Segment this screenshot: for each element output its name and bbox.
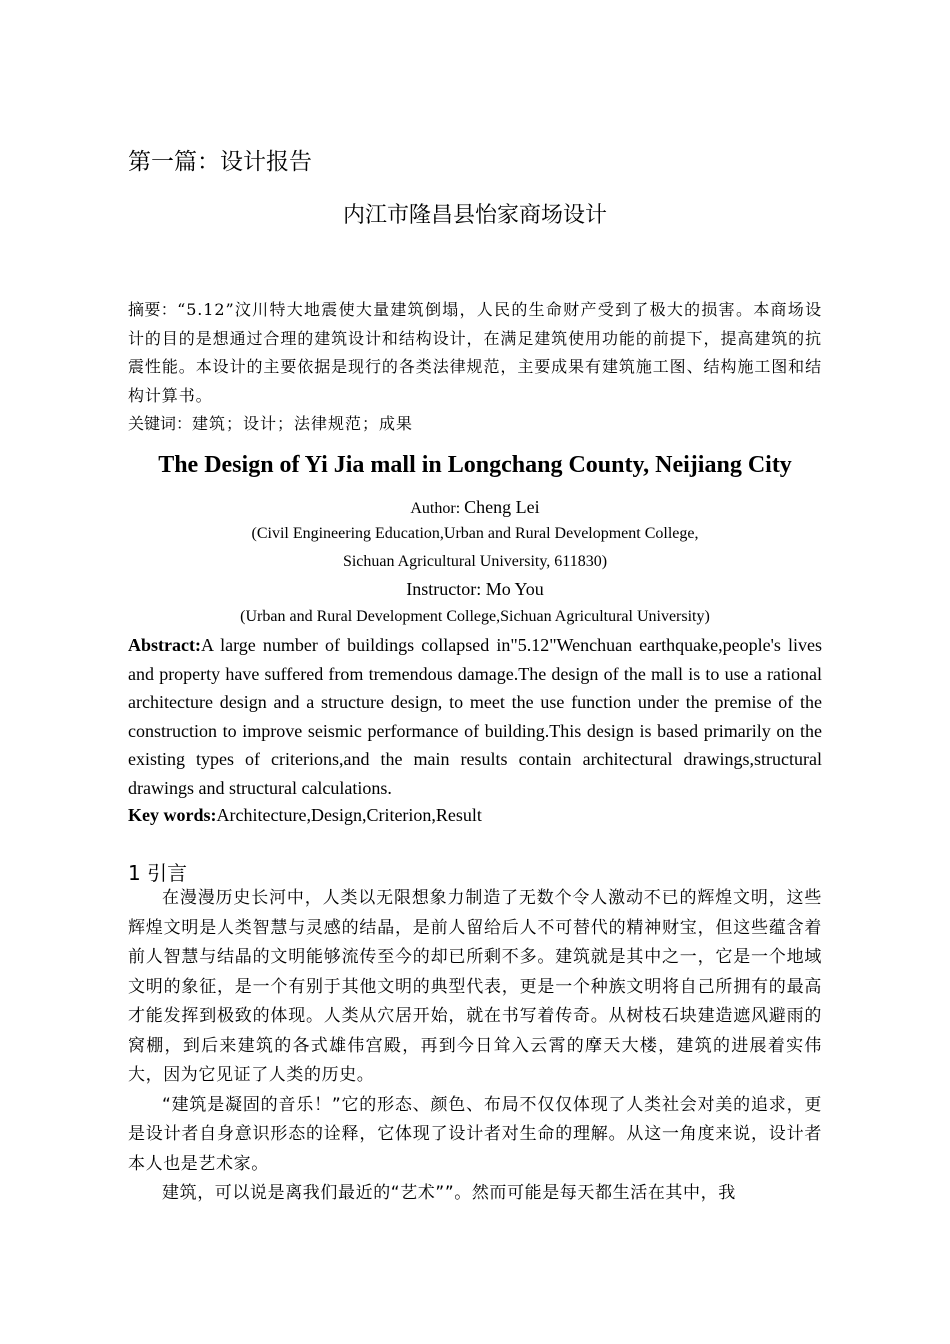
author-affiliation-line2: Sichuan Agricultural University, 611830) bbox=[342, 553, 608, 570]
chinese-abstract-label: 摘要： bbox=[128, 300, 178, 319]
chinese-keywords-label: 关键词： bbox=[128, 414, 193, 433]
instructor-line: Instructor: Mo You bbox=[406, 579, 544, 599]
author-affiliation-line1: (Civil Engineering Education,Urban and Rural Development College, bbox=[251, 525, 699, 542]
english-keywords bbox=[128, 801, 822, 829]
english-abstract bbox=[128, 631, 822, 803]
chinese-abstract-text: “5.12”汶川特大地震使大量建筑倒塌，人民的生命财产受到了极大的损害。本商场设计的目的是想通过合理的建筑设计和结构设计，在满足建筑使用功能的前提下，提高建筑的抗震性能。本设计的主要依据是现行的各类法律规范，主要成果有建筑施工图、结构施工图和结构计算书。 bbox=[128, 300, 822, 405]
author-label: Author: bbox=[410, 500, 465, 517]
part-title: 第一篇：设计报告 bbox=[128, 149, 312, 175]
chinese-keywords-text: 建筑；设计；法律规范；成果 bbox=[192, 414, 414, 433]
instructor-affiliation: (Urban and Rural Development College,Sichuan Agricultural University) bbox=[240, 608, 710, 625]
chinese-keywords bbox=[128, 410, 822, 438]
body-paragraph: 建筑，可以说是离我们最近的“艺术””。然而可能是每天都生活在其中，我 bbox=[162, 1183, 736, 1203]
english-keywords-label: Key words: bbox=[128, 805, 217, 825]
english-abstract-text: A large number of buildings collapsed in"5.12"Wenchuan earthquake,people's lives and property have suffered from tremendous damage.The design of the mall is to use a rational architecture design and a structure design, to meet the use function under the premise of the construction to improve seismic performance of building.This design is based primarily on the existing types of criterions,and the main results contain architectural drawings,structural drawings and structural calculations. bbox=[128, 635, 822, 798]
body-paragraph: 在漫漫历史长河中，人类以无限想象力制造了无数个令人激动不已的辉煌文明，这些辉煌文明是人类智慧与灵感的结晶，是前人留给后人不可替代的精神财宝，但这些蕴含着前人智慧与结晶的文明能够流传至今的却已所剩不多。建筑就是其中之一，它是一个地域文明的象征，是一个有别于其他文明的典型代表，更是一个种族文明将自己所拥有的最高才能发挥到极致的体现。人类从穴居开始，就在书写着传奇。从树枝石块建造遮风避雨的窝棚，到后来建筑的各式雄伟宫殿，再到今日耸入云霄的摩天大楼，建筑的进展着实伟大，因为它见证了人类的历史。 bbox=[128, 888, 822, 1085]
author-line bbox=[128, 494, 822, 522]
english-title: The Design of Yi Jia mall in Longchang County, Neijiang City bbox=[158, 452, 792, 478]
section-heading: 1 引言 bbox=[128, 861, 188, 885]
body-paragraph: “建筑是凝固的音乐！”它的形态、颜色、布局不仅仅体现了人类社会对美的追求，更是设计者自身意识形态的诠释，它体现了设计者对生命的理解。从这一角度来说，设计者本人也是艺术家。 bbox=[128, 1094, 822, 1174]
chinese-title: 内江市隆昌县怡家商场设计 bbox=[342, 203, 607, 228]
section-body bbox=[128, 884, 822, 1209]
chinese-abstract bbox=[128, 296, 822, 410]
english-keywords-text: Architecture,Design,Criterion,Result bbox=[216, 805, 482, 825]
author-name: Cheng Lei bbox=[464, 497, 540, 517]
english-abstract-label: Abstract: bbox=[128, 635, 201, 655]
